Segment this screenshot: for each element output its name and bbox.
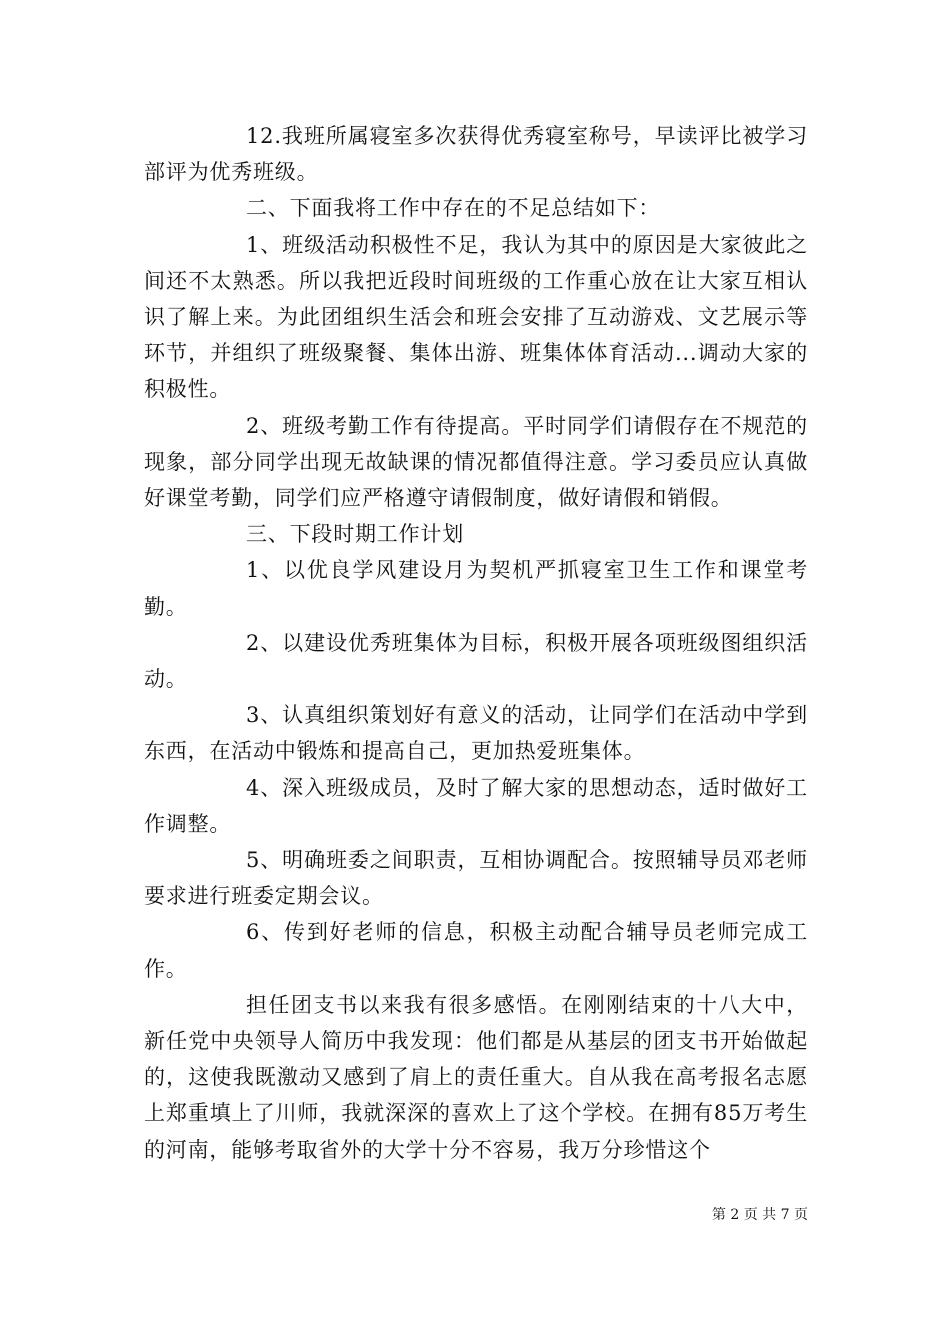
paragraph-reflection: 担任团支书以来我有很多感悟。在刚刚结束的十八大中，新任党中央领导人简历中我发现：他们都是从基层的团支书开始做起的，这使我既激动又感到了肩上的责任重大。自从我在高考报名志愿上郑重填上了川师，我就深深的喜欢上了这个学校。在拥有85万考生的河南，能够考取省外的大学十分不容易，我万分珍惜这个 xyxy=(144,992,808,1162)
paragraph-plan-6: 6、传到好老师的信息，积极主动配合辅导员老师完成工作。 xyxy=(144,920,808,981)
section-heading-shortcomings: 二、下面我将工作中存在的不足总结如下： xyxy=(246,196,661,221)
page-number-footer: 第 2 页 共 7 页 xyxy=(711,1207,808,1223)
document-body xyxy=(144,118,808,1168)
paragraph-plan-3: 3、认真组织策划好有意义的活动，让同学们在活动中学到东西，在活动中锻炼和提高自己，更加热爱班集体。 xyxy=(144,703,808,764)
paragraph-shortcoming-2: 2、班级考勤工作有待提高。平时同学们请假存在不规范的现象，部分同学出现无故缺课的情况都值得注意。学习委员应认真做好课堂考勤，同学们应严格遵守请假制度，做好请假和销假。 xyxy=(144,413,808,511)
paragraph-plan-4: 4、深入班级成员，及时了解大家的思想动态，适时做好工作调整。 xyxy=(144,775,808,836)
paragraph-shortcoming-1: 1、班级活动积极性不足，我认为其中的原因是大家彼此之间还不太熟悉。所以我把近段时间班级的工作重心放在让大家互相认识了解上来。为此团组织生活会和班会安排了互动游戏、文艺展示等环节，并组织了班级聚餐、集体出游、班集体体育活动...调动大家的积极性。 xyxy=(144,232,808,402)
paragraph-plan-5: 5、明确班委之间职责，互相协调配合。按照辅导员邓老师要求进行班委定期会议。 xyxy=(144,848,808,909)
paragraph-plan-2: 2、以建设优秀班集体为目标，积极开展各项班级图组织活动。 xyxy=(144,630,808,692)
paragraph-achievement-12: 12.我班所属寝室多次获得优秀寝室称号，早读评比被学习部评为优秀班级。 xyxy=(144,124,808,185)
section-heading-work-plan: 三、下段时期工作计划 xyxy=(246,522,464,547)
paragraph-plan-1: 1、以优良学风建设月为契机严抓寝室卫生工作和课堂考勤。 xyxy=(144,558,808,619)
